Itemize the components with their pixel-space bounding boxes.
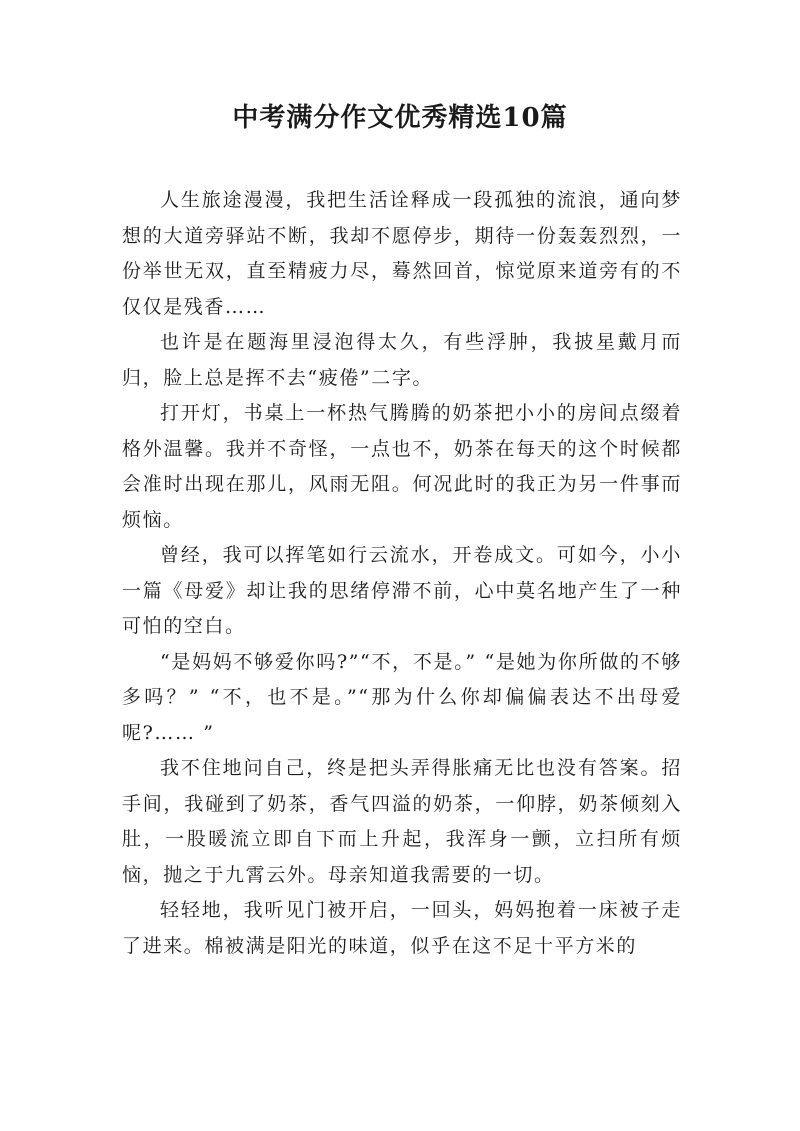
paragraph: 曾经，我可以挥笔如行云流水，开卷成文。可如今，小小一篇《母爱》却让我的思绪停滞不前，心中莫名地产生了一种可怕的空白。 [122, 544, 682, 637]
paragraph: 人生旅途漫漫，我把生活诠释成一段孤独的流浪，通向梦想的大道旁驿站不断，我却不愿停步，期待一份轰轰烈烈，一份举世无双，直至精疲力尽，蓦然回首，惊觉原来道旁有的不仅仅是残香…… [122, 189, 682, 318]
paragraph: 也许是在题海里浸泡得太久，有些浮肿，我披星戴月而归，脸上总是挥不去“疲倦”二字。 [122, 331, 682, 389]
paragraph: 打开灯，书桌上一杯热气腾腾的奶茶把小小的房间点缀着格外温馨。我并不奇怪，一点也不，奶茶在每天的这个时候都会准时出现在那儿，风雨无阻。何况此时的我正为另一件事而烦恼。 [122, 402, 682, 531]
document-body [122, 183, 682, 964]
paragraph: “是妈妈不够爱你吗?”“不，不是。” “是她为你所做的不够多吗？” “不，也不是。”“那为什么你却偏偏表达不出母爱呢?…… ” [122, 650, 682, 744]
document-title: 中考满分作文优秀精选10篇 [232, 103, 568, 133]
paragraph: 轻轻地，我听见门被开启，一回头，妈妈抱着一床被子走了进来。棉被满是阳光的味道，似乎在这不足十平方米的 [122, 899, 682, 957]
paragraph: 我不住地问自己，终是把头弄得胀痛无比也没有答案。招手间，我碰到了奶茶，香气四溢的奶茶，一仰脖，奶茶倾刻入肚，一股暖流立即自下而上升起，我浑身一颤，立扫所有烦恼，抛之于九霄云外。母亲知道我需要的一切。 [122, 757, 682, 886]
